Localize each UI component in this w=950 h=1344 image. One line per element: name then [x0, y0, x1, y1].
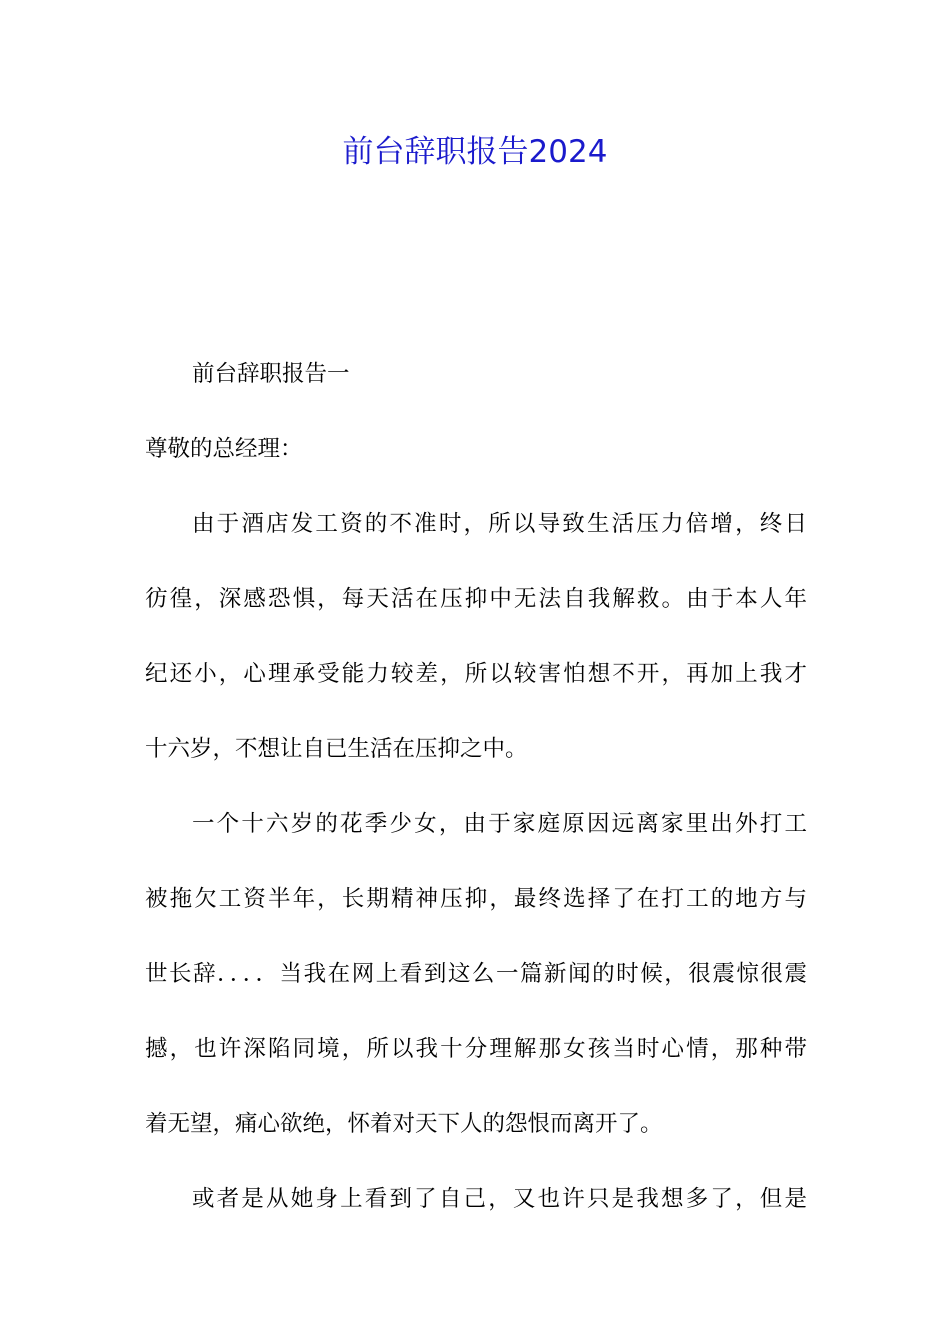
document-body — [145, 337, 807, 1237]
paragraph-line: 十六岁，不想让自已生活在压抑之中。 — [145, 736, 528, 762]
paragraph-line: 被拖欠工资半年，长期精神压抑，最终选择了在打工的地方与 — [145, 886, 807, 912]
paragraph-line: 一个十六岁的花季少女，由于家庭原因远离家里出外打工 — [192, 811, 807, 837]
paragraph-line: 纪还小，心理承受能力较差，所以较害怕想不开，再加上我才 — [145, 661, 807, 687]
salutation: 尊敬的总经理： — [145, 436, 303, 462]
paragraph-line: 撼，也许深陷同境，所以我十分理解那女孩当时心情，那种带 — [145, 1036, 807, 1062]
paragraph-line: 或者是从她身上看到了自己，又也许只是我想多了，但是 — [192, 1186, 807, 1212]
paragraph-line: 着无望，痛心欲绝，怀着对天下人的怨恨而离开了。 — [145, 1111, 663, 1137]
paragraph-line: 彷徨，深感恐惧，每天活在压抑中无法自我解救。由于本人年 — [145, 586, 807, 612]
section-heading: 前台辞职报告一 — [192, 361, 350, 387]
document-title: 前台辞职报告2024 — [342, 134, 608, 170]
paragraph-line: 由于酒店发工资的不准时，所以导致生活压力倍增，终日 — [192, 511, 807, 537]
paragraph-line: 世长辞．．．．当我在网上看到这么一篇新闻的时候，很震惊很震 — [145, 961, 807, 987]
